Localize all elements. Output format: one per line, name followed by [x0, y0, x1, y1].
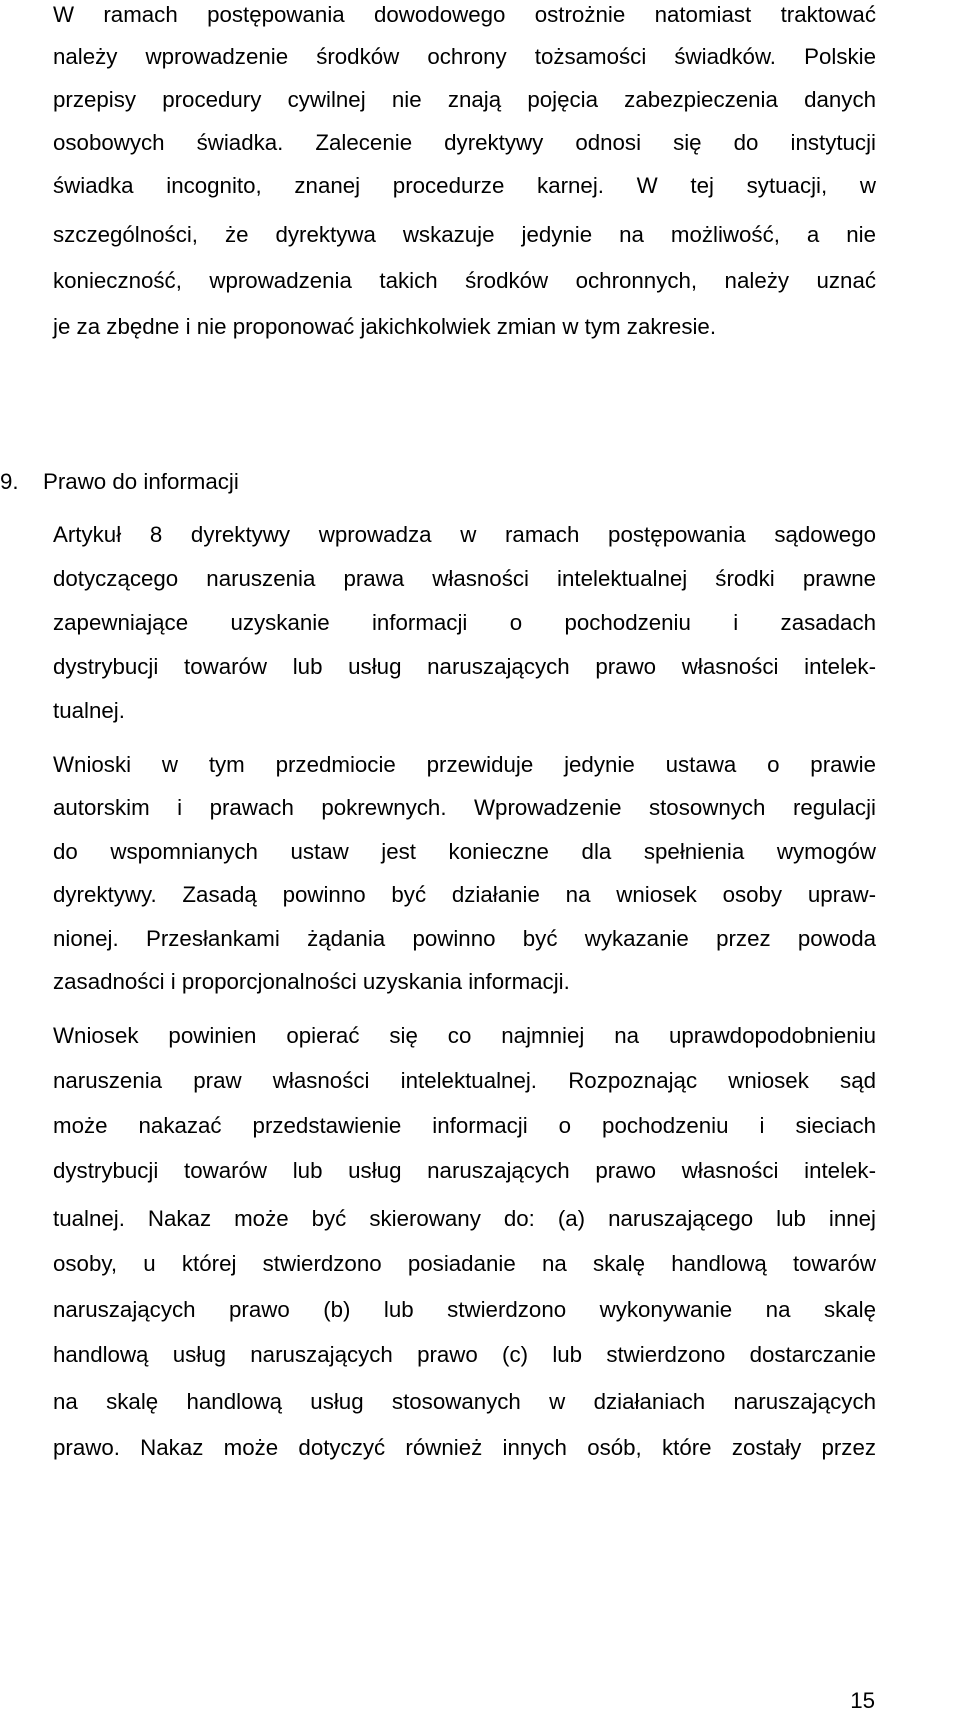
text-line: zasadności i proporcjonalności uzyskania informacji.: [53, 969, 570, 994]
text-line: Wnioski w tym przedmiocie przewiduje jedynie ustawa o prawie: [53, 752, 876, 777]
text-line: Artykuł 8 dyrektywy wprowadza w ramach postępowania sądowego: [53, 522, 876, 547]
text-line: świadka incognito, znanej procedurze karnej. W tej sytuacji, w: [53, 173, 876, 198]
text-line: prawo. Nakaz może dotyczyć również innych osób, które zostały przez: [53, 1435, 876, 1460]
text-line: dyrektywy. Zasadą powinno być działanie na wniosek osoby upraw-: [53, 882, 876, 907]
text-line: tualnej. Nakaz może być skierowany do: (a) naruszającego lub innej: [53, 1206, 876, 1231]
text-line: autorskim i prawach pokrewnych. Wprowadzenie stosownych regulacji: [53, 795, 876, 820]
text-line: dotyczącego naruszenia prawa własności intelektualnej środki prawne: [53, 566, 876, 591]
text-line: dystrybucji towarów lub usług naruszających prawo własności intelek-: [53, 1158, 876, 1183]
text-line: tualnej.: [53, 698, 125, 723]
text-line: osobowych świadka. Zalecenie dyrektywy odnosi się do instytucji: [53, 130, 876, 155]
text-line: naruszenia praw własności intelektualnej. Rozpoznając wniosek sąd: [53, 1068, 876, 1093]
text-line: naruszających prawo (b) lub stwierdzono wykonywanie na skalę: [53, 1297, 876, 1322]
text-line: dystrybucji towarów lub usług naruszających prawo własności intelek-: [53, 654, 876, 679]
text-line: W ramach postępowania dowodowego ostrożnie natomiast traktować: [53, 2, 876, 27]
text-line: zapewniające uzyskanie informacji o pochodzeniu i zasadach: [53, 610, 876, 635]
text-line: konieczność, wprowadzenia takich środków ochronnych, należy uznać: [53, 268, 876, 293]
text-line: je za zbędne i nie proponować jakichkolwiek zmian w tym zakresie.: [53, 314, 717, 339]
section-title: Prawo do informacji: [43, 469, 239, 494]
text-line: osoby, u której stwierdzono posiadanie na skalę handlową towarów: [53, 1251, 876, 1276]
text-line: nionej. Przesłankami żądania powinno być wykazanie przez powoda: [53, 926, 876, 951]
text-line: może nakazać przedstawienie informacji o pochodzeniu i sieciach: [53, 1113, 876, 1138]
section-heading: [0, 467, 876, 497]
section-number: 9.: [0, 469, 19, 494]
text-line: szczególności, że dyrektywa wskazuje jedynie na możliwość, a nie: [53, 222, 876, 247]
text-line: handlową usług naruszających prawo (c) lub stwierdzono dostarczanie: [53, 1342, 876, 1367]
text-line: przepisy procedury cywilnej nie znają pojęcia zabezpieczenia danych: [53, 87, 876, 112]
text-line: na skalę handlową usług stosowanych w działaniach naruszających: [53, 1389, 876, 1414]
page-number: 15: [850, 1688, 875, 1713]
text-line: do wspomnianych ustaw jest konieczne dla spełnienia wymogów: [53, 839, 876, 864]
text-line: Wniosek powinien opierać się co najmniej na uprawdopodobnieniu: [53, 1023, 876, 1048]
text-line: należy wprowadzenie środków ochrony tożsamości świadków. Polskie: [53, 44, 876, 69]
